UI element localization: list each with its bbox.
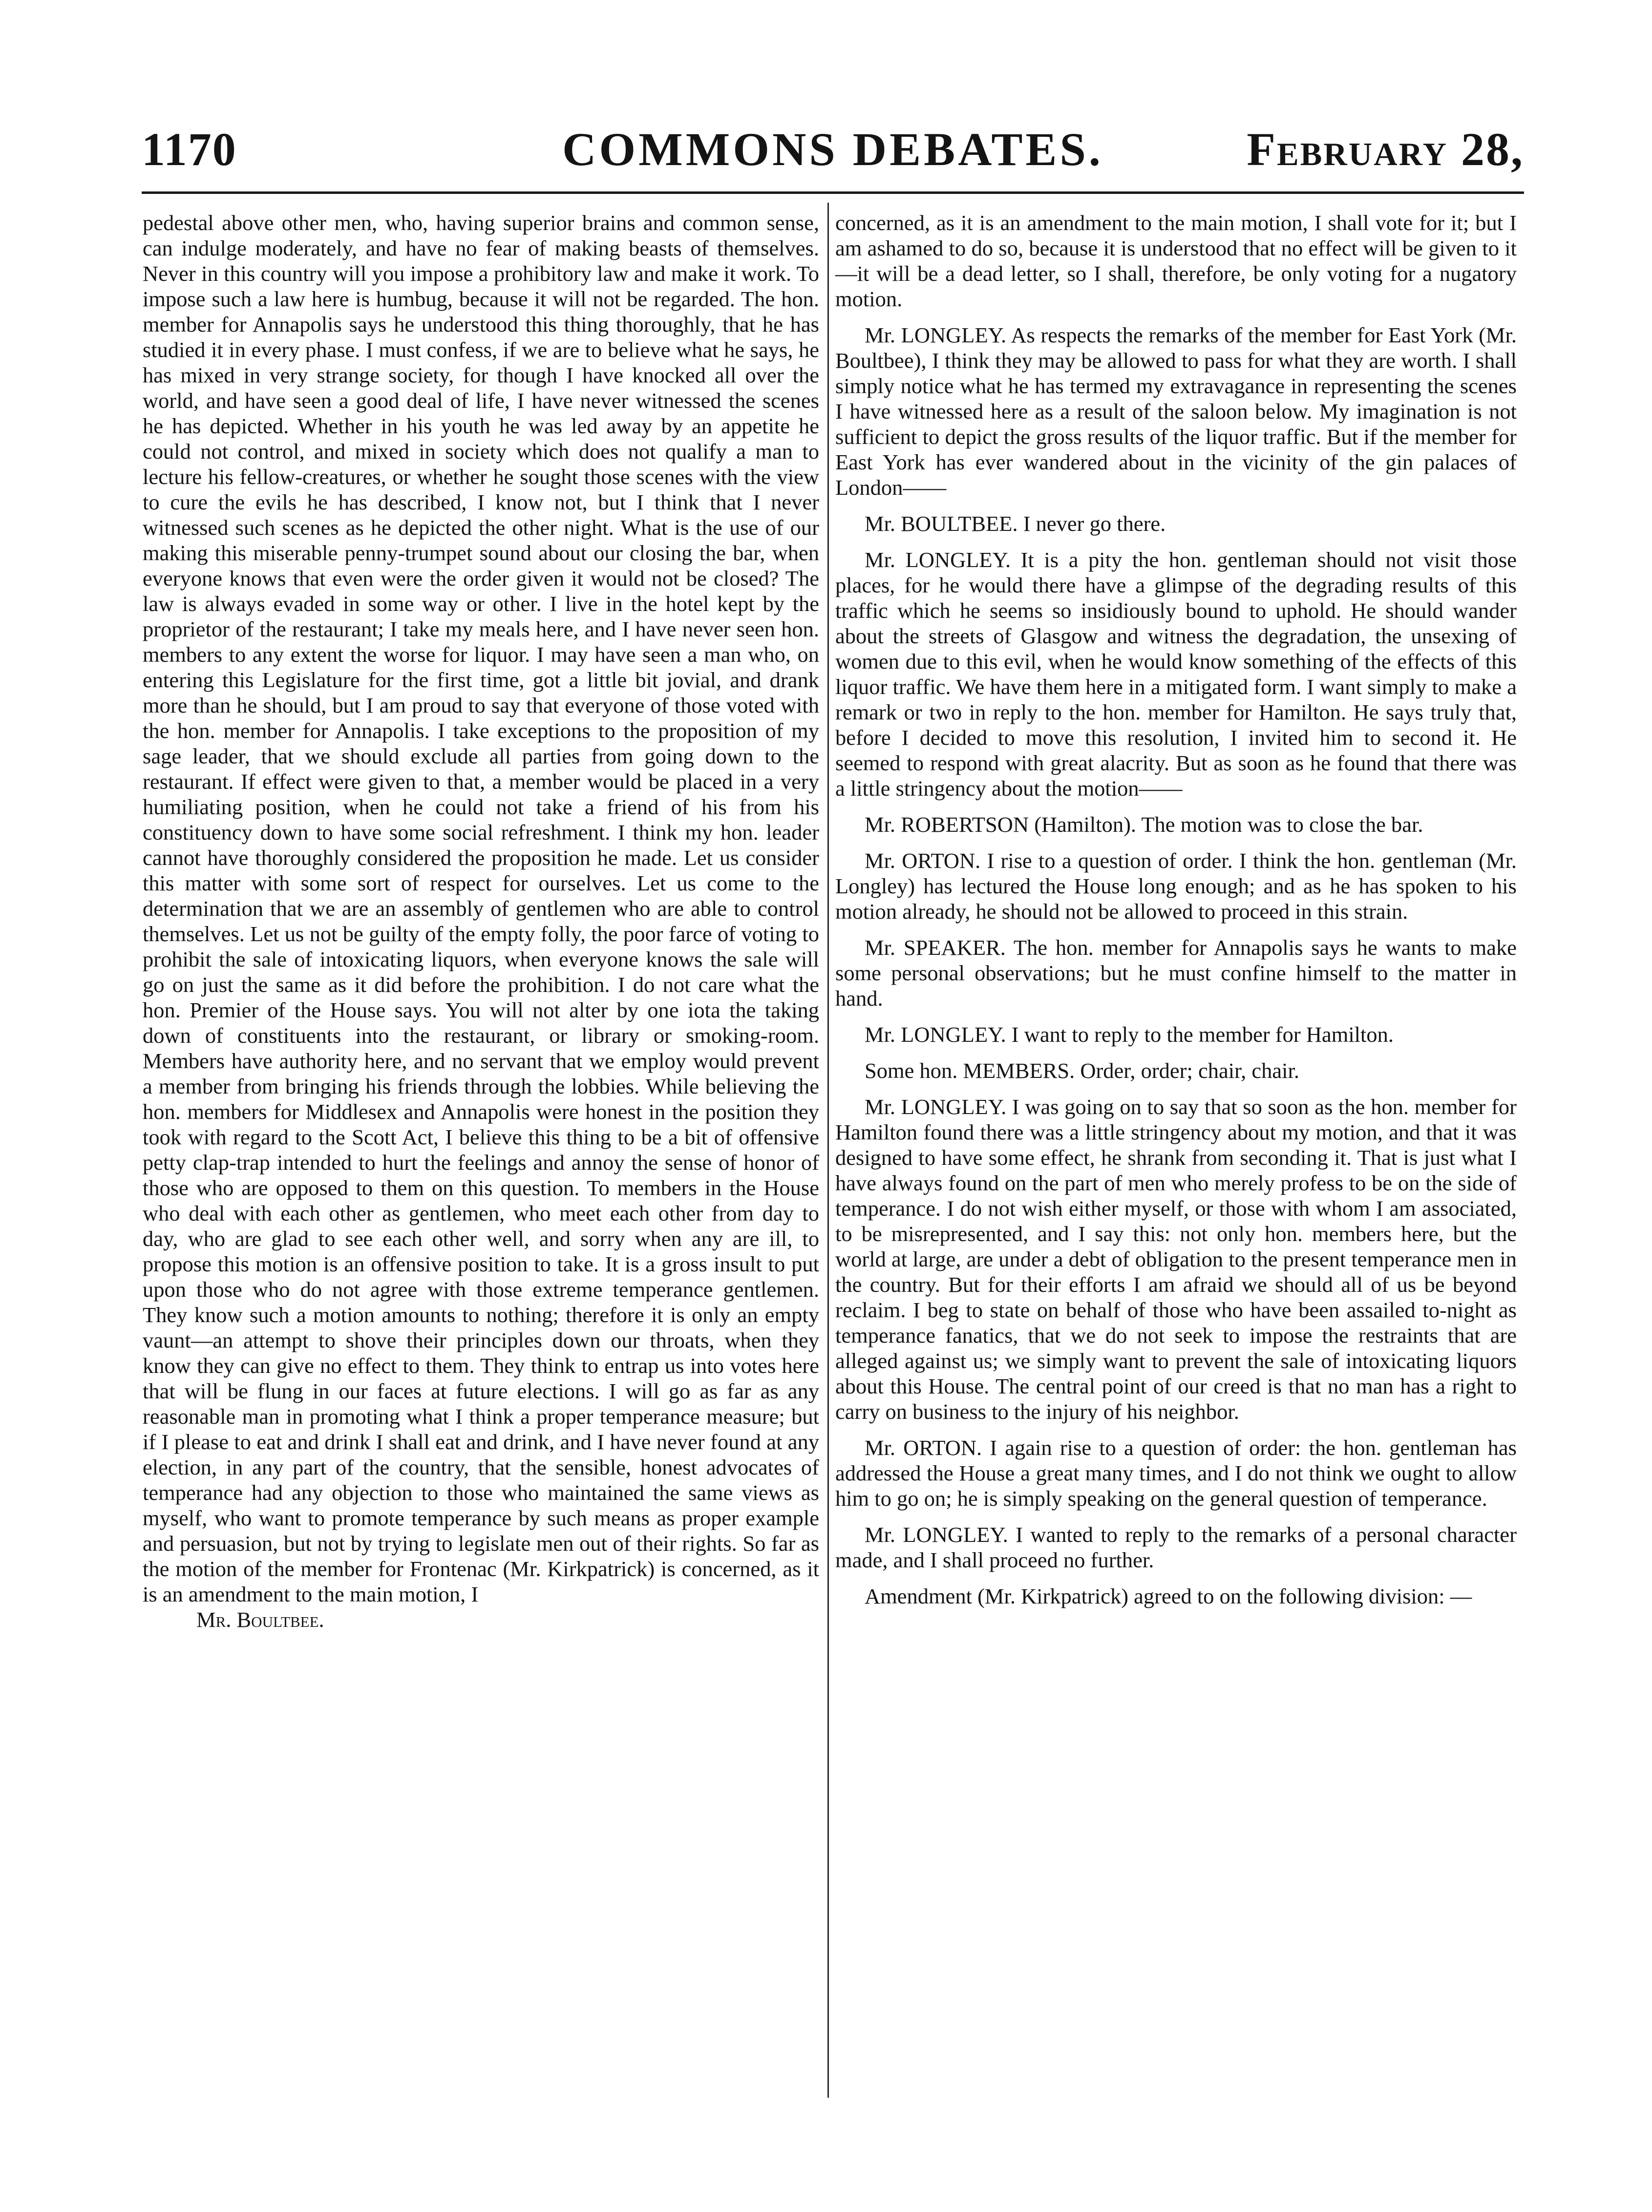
paragraph-orton-again: Mr. ORTON. I again rise to a question of order: the hon. gentleman has addressed the House a great many times, and I do not think we ought to allow him to go on; he is simply speaking on the general question of temperance.: [835, 1435, 1517, 1511]
page-number: 1170: [142, 123, 237, 175]
paragraph-amendment: Amendment (Mr. Kirkpatrick) agreed to on the following division: —: [865, 1584, 1472, 1608]
paragraph-members-order: Some hon. MEMBERS. Order, order; chair, chair.: [865, 1058, 1299, 1083]
paragraph-boultbee: Mr. BOULTBEE. I never go there.: [865, 511, 1166, 536]
page-header: [142, 122, 1524, 186]
header-rule: [142, 191, 1524, 194]
paragraph-orton-order: Mr. ORTON. I rise to a question of order. I think the hon. gentleman (Mr. Longley) has lectured the House long enough; and as he has spoken to his motion already, he should not be allowed to proceed in this strain.: [835, 848, 1517, 924]
left-column: [143, 210, 819, 1632]
page-date: February 28,: [1247, 123, 1524, 175]
paragraph-longley-final: Mr. LONGLEY. I wanted to reply to the remarks of a personal character made, and I shall proceed no further.: [835, 1522, 1517, 1572]
paragraph-speaker: Mr. SPEAKER. The hon. member for Annapolis says he wants to make some personal observations; but he must confine himself to the matter in hand.: [835, 935, 1517, 1011]
paragraph-longley-hamilton: Mr. LONGLEY. I want to reply to the member for Hamilton.: [865, 1022, 1394, 1047]
paragraph-longley-temperance: Mr. LONGLEY. I was going on to say that so soon as the hon. member for Hamilton found there was a little stringency about my motion, and that it was designed to have some effect, he shrank from seconding it. That is just what I have always found on the part of men who merely profess to be on the side of temperance. I do not wish either myself, or those with whom I am associated, to be misrepresented, and I say this: not only hon. members here, but the world at large, are under a debt of obligation to the present temperance men in the country. But for their efforts I am afraid we should all of us be beyond reclaim. I beg to state on behalf of those who have been assailed to-night as temperance fanatics, that we do not seek to impose the restraints that are alleged against us; we simply want to prevent the sale of intoxicating liquors about this House. The central point of our creed is that no man has a right to carry on business to the injury of his neighbor.: [835, 1095, 1517, 1424]
left-column-paragraph: pedestal above other men, who, having superior brains and common sense, can indulge moderately, and have no fear of making beasts of themselves. Never in this country will you impose a prohibitory law and make it work. To impose such a law here is humbug, because it will not be regarded. The hon. member for Annapolis says he understood this thing thoroughly, that he has studied it in every phase. I must confess, if we are to believe what he says, he has mixed in very strange society, for though I have knocked all over the world, and have seen a good deal of life, I have never witnessed the scenes he has depicted. Whether in his youth he was led away by an appetite he could not control, and mixed in society which does not qualify a man to lecture his fellow-creatures, or whether he sought those scenes with the view to cure the evils he has described, I know not, but I think that I never witnessed such scenes as he depicted the other night. What is the use of our making this miserable penny-trumpet sound about our closing the bar, when everyone knows that even were the order given it would not be closed? The law is always evaded in some way or other. I live in the hotel kept by the proprietor of the restaurant; I take my meals here, and I have never seen hon. members to any extent the worse for liquor. I may have seen a man who, on entering this Legislature for the first time, got a little bit jovial, and drank more than he should, but I am proud to say that everyone of those voted with the hon. member for Annapolis. I take exceptions to the proposition of my sage leader, that we should exclude all parties from going down to the restaurant. If effect were given to that, a member would be placed in a very humiliating position, when he could not take a friend of his from his constituency down to have some social refreshment. I think my hon. leader cannot have thoroughly considered the proposition he made. Let us consider this matter with some sort of respect for ourselves. Let us come to the determination that we are an assembly of gentlemen who are able to control themselves. Let us not be guilty of the empty folly, the poor farce of voting to prohibit the sale of intoxicating liquors, when everyone knows the sale will go on just the same as it did before the prohibition. I do not care what the hon. Premier of the House says. You will not alter by one iota the taking down of constituents into the restaurant, or library or smoking-room. Members have authority here, and no servant that we employ would prevent a member from bringing his friends through the lobbies. While believing the hon. members for Middlesex and Annapolis were honest in the position they took with regard to the Scott Act, I believe this thing to be a bit of offensive petty clap-trap intended to hurt the feelings and annoy the sense of honor of those who are opposed to them on this question. To members in the House who deal with each other as gentlemen, who meet each other from day to day, who are glad to see each other well, and sorry when any are ill, to propose this motion is an offensive position to take. It is a gross insult to put upon those who do not agree with those extreme temperance gentlemen. They know such a motion amounts to nothing; therefore it is only an empty vaunt—an attempt to shove their principles down our throats, when they know they can give no effect to them. They think to entrap us into votes here that will be flung in our faces at future elections. I will go as far as any reasonable man in promoting what I think a proper temperance measure; but if I please to eat and drink I shall eat and drink, and I have never found at any election, in any part of the country, that the sensible, honest advocates of temperance had any objection to those who maintained the same views as myself, who want to promote temperance by such means as proper example and persuasion, but not by trying to legislate men out of their rights. So far as the motion of the member for Frontenac (Mr. Kirkpatrick) is concerned, as it is an amendment to the main motion, I: [143, 211, 819, 1606]
paragraph-robertson: Mr. ROBERTSON (Hamilton). The motion was to close the bar.: [865, 812, 1423, 837]
paragraph-continued: concerned, as it is an amendment to the main motion, I shall vote for it; but I am ashamed to do so, because it is understood that no effect will be given to it—it will be a dead letter, so I shall, therefore, be only voting for a nugatory motion.: [835, 211, 1517, 311]
column-divider: [827, 203, 829, 2098]
speaker-attribution: Mr. Boultbee.: [196, 1607, 324, 1632]
paragraph-longley-reply: Mr. LONGLEY. As respects the remarks of the member for East York (Mr. Boultbee), I think they may be allowed to pass for what they are worth. I shall simply notice what he has termed my extravagance in representing the scenes I have witnessed here as a result of the saloon below. My imagination is not sufficient to depict the gross results of the liquor traffic. But if the member for East York has ever wandered about in the vicinity of the gin palaces of London——: [835, 323, 1517, 500]
paragraph-longley-glasgow: Mr. LONGLEY. It is a pity the hon. gentleman should not visit those places, for he would there have a glimpse of the degrading results of this traffic which he seems so insidiously bound to uphold. He should wander about the streets of Glasgow and witness the degradation, the unsexing of women due to this evil, when he would know something of the effects of this liquor traffic. We have them here in a mitigated form. I want simply to make a remark or two in reply to the hon. member for Hamilton. He says truly that, before I decided to move this resolution, I invited him to second it. He seemed to respond with great alacrity. But as soon as he found that there was a little stringency about the motion——: [835, 548, 1517, 801]
right-column: [835, 210, 1517, 1620]
publication-title: COMMONS DEBATES.: [562, 123, 1103, 175]
